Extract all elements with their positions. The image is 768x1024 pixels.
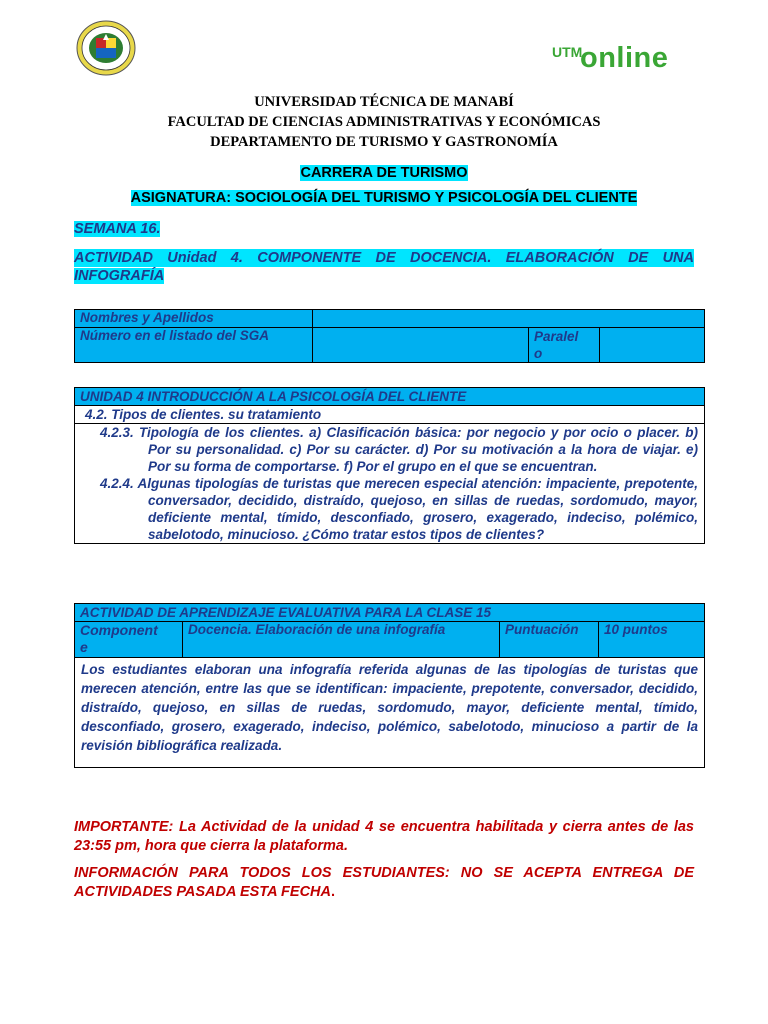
parallel-label-2: o: [534, 346, 543, 361]
component-label-cell: [75, 622, 183, 658]
header-university: UNIVERSIDAD TÉCNICA DE MANABÍ: [254, 94, 514, 110]
names-label-cell: [75, 310, 313, 328]
activity-heading: [74, 249, 694, 285]
eval-description-cell: [75, 658, 705, 768]
unit-item-4-2-4: 4.2.4. Algunas tipologías de turistas que merecen especial atención: impaciente, prepotente, conversador, decidido, distraído, quejoso, en sillas de ruedas, sordomudo, mayor, deficiente mental, tímido, desconfiado, grosero, exagerado, indeciso, polémico, sabelotodo, minucioso. ¿Cómo tratar estos tipos de clientes?: [100, 476, 698, 542]
number-value-cell[interactable]: [313, 328, 529, 363]
unit-items-cell: [75, 424, 705, 544]
info-notice-text: INFORMACIÓN PARA TODOS LOS ESTUDIANTES: NO SE ACEPTA ENTREGA DE ACTIVIDADES PASADA ESTA FECHA: [74, 865, 694, 900]
component-value: Docencia. Elaboración de una infografía: [188, 622, 446, 637]
eval-description: Los estudiantes elaboran una infografía referida algunas de las tipologías de turistas que merecen atención, entre las que se identifican: impaciente, prepotente, conversador, decidido, distraído, quejoso, en sillas de ruedas, sordomudo, mayor, deficiente mental, tímido, desconfiado, grosero, exagerado, indeciso, polémico, sabelotodo, minucioso a partir de la revisión bibliográfica realizada.: [81, 662, 698, 753]
parallel-label-cell: [529, 328, 600, 363]
student-info-table: [74, 309, 705, 363]
unit-topic-cell: [75, 406, 705, 424]
header-department: DEPARTAMENTO DE TURISMO Y GASTRONOMÍA: [210, 134, 558, 150]
number-label: Número en el listado del SGA: [80, 328, 270, 343]
eval-title: ACTIVIDAD DE APRENDIZAJE EVALUATIVA PARA LA CLASE 15: [80, 605, 492, 620]
unit-item-4-2-3: 4.2.3. Tipología de los clientes. a) Clasificación básica: por negocio y por ocio o placer. b) Por su personalidad. c) Por su carácter. d) Por su motivación a la hora de viajar. e) Por su forma de comportarse. f) Por el grupo en el que se encuentran.: [100, 425, 698, 474]
subject-title-wrap: [0, 190, 768, 206]
utm-logo-online-text: online: [580, 42, 669, 74]
unit-title-cell: [75, 388, 705, 406]
utm-online-logo: [552, 40, 682, 76]
subject-title: ASIGNATURA: SOCIOLOGÍA DEL TURISMO Y PSICOLOGÍA DEL CLIENTE: [130, 190, 638, 206]
component-label-1: Component: [80, 622, 158, 638]
week-label-wrap: [74, 221, 160, 237]
university-seal-logo: [76, 20, 136, 76]
career-title-wrap: [0, 165, 768, 181]
names-label: Nombres y Apellidos: [80, 310, 214, 325]
unit-topic: 4.2. Tipos de clientes. su tratamiento: [85, 407, 322, 422]
component-label-2: e: [80, 639, 88, 655]
evaluation-activity-table: [74, 603, 705, 768]
activity-heading-line2: INFOGRAFÍA: [74, 268, 165, 284]
number-label-cell: [75, 328, 313, 363]
activity-heading-line1: ACTIVIDAD Unidad 4. COMPONENTE DE DOCENCIA. ELABORACIÓN DE UNA: [74, 250, 694, 266]
utm-logo-small-text: UTM: [552, 44, 583, 60]
header-faculty: FACULTAD DE CIENCIAS ADMINISTRATIVAS Y ECONÓMICAS: [167, 114, 601, 130]
score-value: 10 puntos: [604, 622, 668, 637]
score-label-cell: [500, 622, 599, 658]
info-notice: INFORMACIÓN PARA TODOS LOS ESTUDIANTES: NO SE ACEPTA ENTREGA DE ACTIVIDADES PASADA ESTA FECHA.: [74, 865, 694, 900]
score-value-cell: [599, 622, 705, 658]
week-label: SEMANA 16.: [74, 221, 161, 237]
score-label: Puntuación: [505, 622, 579, 637]
unit-title: UNIDAD 4 INTRODUCCIÓN A LA PSICOLOGÍA DEL CLIENTE: [80, 389, 467, 404]
important-notice: IMPORTANTE: La Actividad de la unidad 4 se encuentra habilitada y cierra antes de las 23:55 pm, hora que cierra la plataforma.: [74, 819, 694, 854]
eval-title-cell: [75, 604, 705, 622]
parallel-label-1: Paralel: [534, 329, 579, 344]
career-title: CARRERA DE TURISMO: [300, 165, 468, 181]
names-value-cell[interactable]: [313, 310, 705, 328]
unit-content-table: [74, 387, 705, 544]
component-value-cell: [183, 622, 500, 658]
parallel-value-cell[interactable]: [600, 328, 705, 363]
